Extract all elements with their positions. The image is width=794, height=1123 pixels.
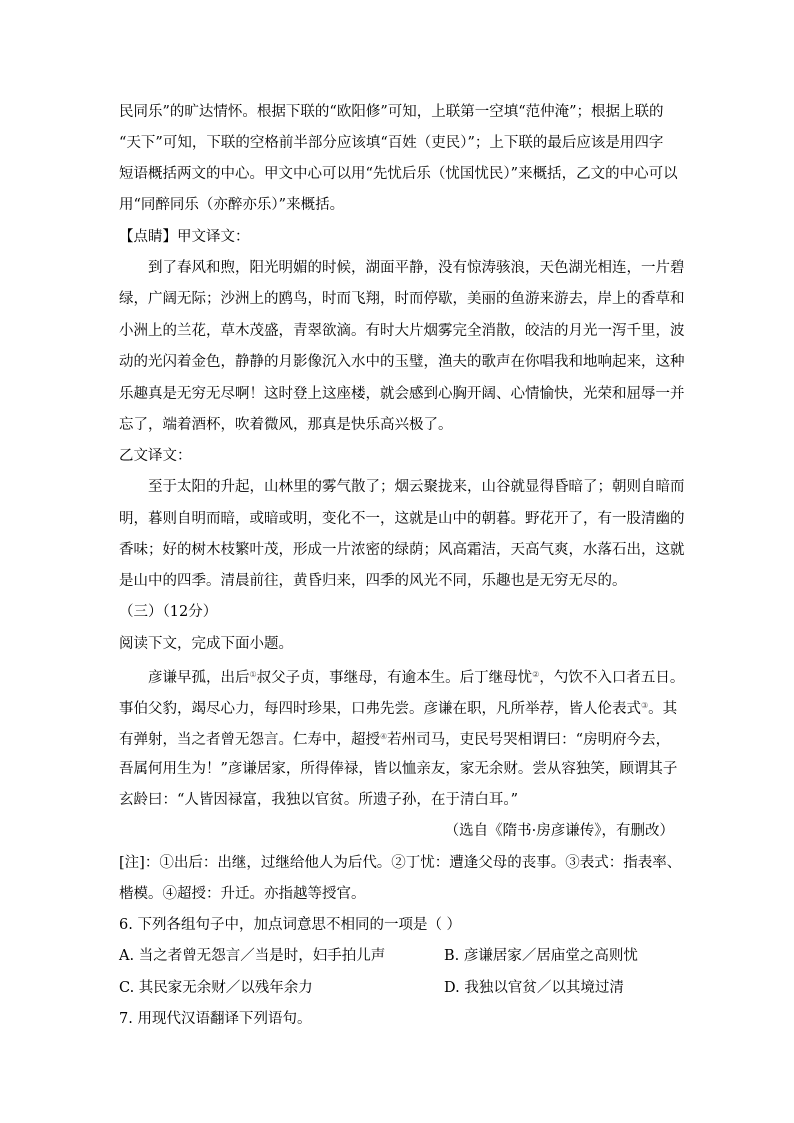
yi-translation-line-4: 是山中的四季。清晨前往，黄昏归来，四季的风光不同，乐趣也是无穷无尽的。 [119, 573, 627, 589]
jia-translation-line-1: 到了春风和煦，阳光明媚的时候，湖面平静，没有惊涛骇浪，天色湖光相连，一片碧 [148, 260, 685, 276]
dianjing-label: 【点睛】甲文译文： [119, 229, 250, 245]
passage-text: 叔父子贞，事继母，有逾本生。后丁继母忧 [256, 670, 533, 686]
passage-text: 有弹射，当之者曾无怨言。仁寿中，超授 [119, 732, 380, 748]
note-marker: ② [532, 670, 540, 679]
passage-text: 事伯父豹，竭尽心力，每四时珍果，口弗先尝。彦谦在职，凡所举荐，皆人伦表式 [119, 701, 641, 717]
yi-translation-line-3: 香味；好的树木枝繁叶茂，形成一片浓密的绿荫；风高霜洁，天高气爽，水落石出，这就 [119, 542, 685, 558]
intro-line-1: 民同乐”的旷达情怀。根据下联的“欧阳修”可知，上联第一空填“范仲淹”；根据上联的 [119, 104, 664, 120]
passage-text: 。其 [648, 701, 678, 717]
passage-line-1 [148, 665, 708, 688]
note-marker: ① [249, 670, 257, 679]
note-marker: ③ [641, 701, 649, 710]
jia-translation-line-3: 小洲上的兰花，草木茂盛，青翠欲滴。有时大片烟雾完全消散，皎洁的月光一泻千里，波 [119, 323, 685, 339]
question-6-stem: 6. 下列各组句子中，加点词意思不相同的一项是（ ） [119, 917, 462, 933]
passage-text: ，勺饮不入口者五日。 [539, 670, 685, 686]
option-b[interactable]: B. 彦谦居家／居庙堂之高则忧 [444, 948, 638, 964]
yi-label: 乙文译文： [119, 448, 192, 464]
passage-text: 若州司马，吏民号哭相谓曰：“房明府今去， [387, 732, 671, 748]
jia-translation-line-4: 动的光闪着金色，静静的月影像沉入水中的玉璧，渔夫的歌声在你唱我和地响起来，这种 [119, 354, 685, 370]
section-instruction: 阅读下文，完成下面小题。 [119, 636, 293, 652]
intro-line-3: 短语概括两文的中心。甲文中心可以用“先忧后乐（忧国忧民）”来概括，乙文的中心可以 [119, 166, 678, 182]
yi-translation-line-1: 至于太阳的升起，山林里的雾气散了；烟云聚拢来，山谷就显得昏暗了；朝则自暗而 [148, 479, 685, 495]
jia-translation-line-6: 忘了，端着酒杯，吹着微风，那真是快乐高兴极了。 [119, 417, 453, 433]
option-c[interactable]: C. 其民家无余财／以残年余力 [119, 980, 313, 996]
passage-line-5: 玄龄曰：“人皆因禄富，我独以官贫。所遗子孙，在于清白耳。” [119, 792, 519, 808]
intro-line-2: “天下”可知，下联的空格前半部分应该填“百姓（吏民）”；上下联的最后应该是用四字 [119, 135, 664, 151]
question-7-stem: 7. 用现代汉语翻译下列语句。 [119, 1011, 312, 1027]
source-citation: （选自《隋书·房彦谦传》，有删改） [444, 823, 674, 839]
jia-translation-line-5: 乐趣真是无穷无尽啊！这时登上这座楼，就会感到心胸开阔、心情愉快，光荣和屈辱一并 [119, 386, 685, 402]
section-header: （三）（12分） [119, 604, 218, 620]
note-marker: ④ [380, 732, 388, 741]
option-a[interactable]: A. 当之者曾无怨言／当是时，妇手拍儿声 [119, 948, 386, 964]
passage-line-4: 吾属何用生为！”彦谦居家，所得俸禄，皆以恤亲友，家无余财。尝从容独笑，顾谓其子 [119, 761, 678, 777]
passage-text: 彦谦早孤，出后 [148, 670, 250, 686]
option-d[interactable]: D. 我独以官贫／以其境过清 [444, 980, 624, 996]
yi-translation-line-2: 明，暮则自明而暗，或暗或明，变化不一，这就是山中的朝暮。野花开了，有一股清幽的 [119, 511, 685, 527]
intro-line-4: 用“同醉同乐（亦醉亦乐）”来概括。 [119, 197, 345, 213]
passage-line-2 [119, 696, 679, 719]
jia-translation-line-2: 绿，广阔无际；沙洲上的鸥鸟，时而飞翔，时而停歇，美丽的鱼游来游去，岸上的香草和 [119, 291, 685, 307]
notes-line-2: 楷模。④超授：升迁。亦指越等授官。 [119, 886, 366, 902]
passage-line-3 [119, 727, 679, 750]
notes-line-1: [注]：①出后：出继，过继给他人为后代。②丁忧：遭逢父母的丧事。③表式：指表率、 [119, 855, 682, 871]
